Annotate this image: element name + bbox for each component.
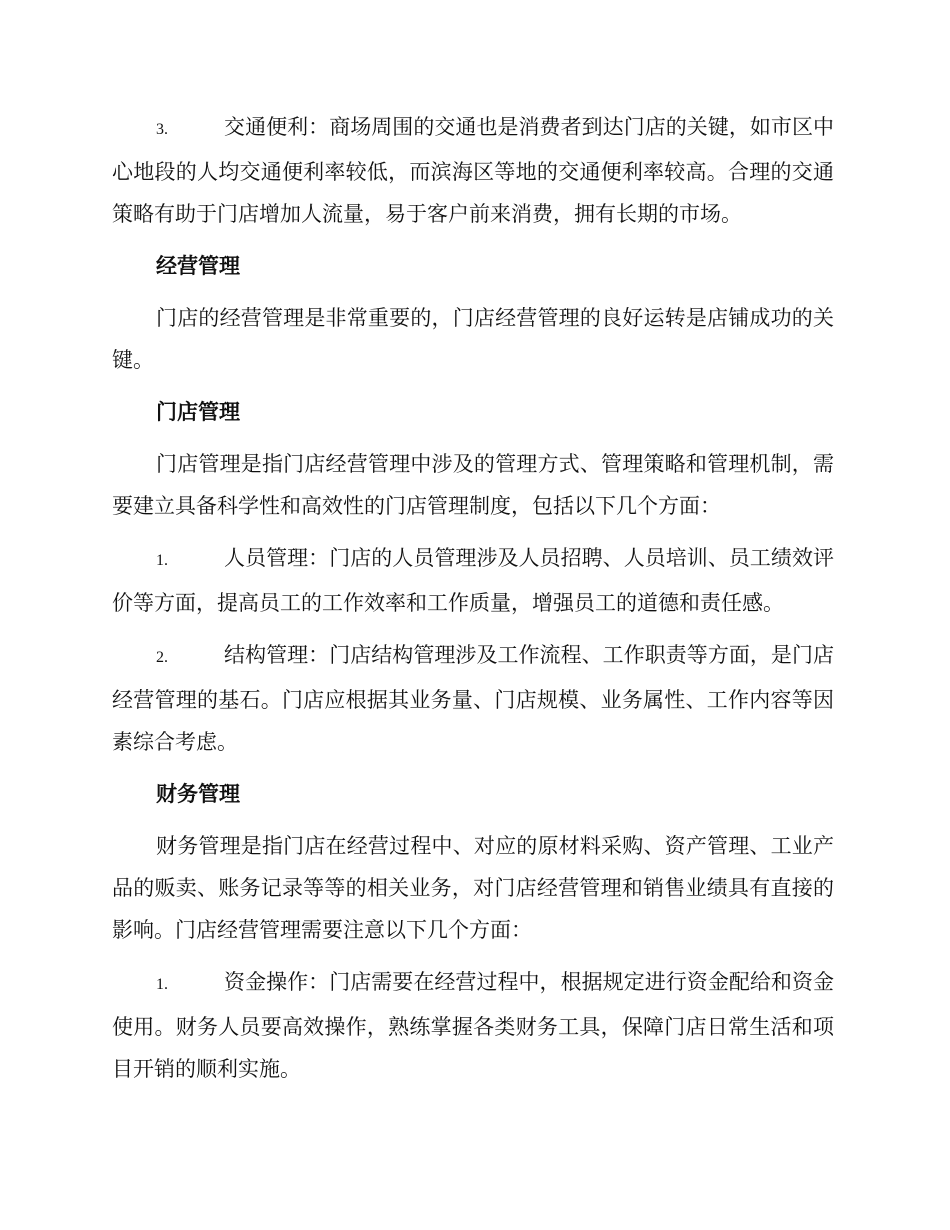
- list-item-text: 资金操作：门店需要在经营过程中，根据规定进行资金配给和资金使用。财务人员要高效操作，熟练掌握各类财务工具，保障门店日常生活和项目开销的顺利实施。: [112, 970, 834, 1081]
- section-heading-finance: 财务管理: [156, 782, 240, 806]
- paragraph-store-management: 门店管理是指门店经营管理中涉及的管理方式、管理策略和管理机制，需要建立具备科学性和高效性的门店管理制度，包括以下几个方面：: [112, 452, 834, 518]
- list-number: 3.: [156, 121, 168, 138]
- list-item-text: 结构管理：门店结构管理涉及工作流程、工作职责等方面，是门店经营管理的基石。门店应根据其业务量、门店规模、业务属性、工作内容等因素综合考虑。: [112, 643, 834, 754]
- section-heading-store-management: 门店管理: [156, 400, 240, 424]
- list-item-funds: [112, 961, 834, 1090]
- list-item-text: 人员管理：门店的人员管理涉及人员招聘、人员培训、员工绩效评价等方面，提高员工的工作效率和工作质量，增强员工的道德和责任感。: [112, 546, 834, 615]
- list-item-traffic: [112, 106, 834, 235]
- list-item-text: 交通便利：商场周围的交通也是消费者到达门店的关键，如市区中心地段的人均交通便利率较低，而滨海区等地的交通便利率较高。合理的交通策略有助于门店增加人流量，易于客户前来消费，拥有长期的市场。: [112, 115, 834, 226]
- paragraph-operations-intro: 门店的经营管理是非常重要的，门店经营管理的良好运转是店铺成功的关键。: [112, 306, 834, 372]
- list-number: 1.: [156, 552, 168, 569]
- list-item-personnel: [112, 537, 834, 624]
- paragraph-finance: 财务管理是指门店在经营过程中、对应的原材料采购、资产管理、工业产品的贩卖、账务记录等等的相关业务，对门店经营管理和销售业绩具有直接的影响。门店经营管理需要注意以下几个方面：: [112, 834, 834, 942]
- list-item-structure: [112, 634, 834, 763]
- list-number: 2.: [156, 649, 168, 666]
- list-number: 1.: [156, 976, 168, 993]
- section-heading-operations: 经营管理: [156, 254, 240, 278]
- document-page: [112, 106, 834, 1090]
